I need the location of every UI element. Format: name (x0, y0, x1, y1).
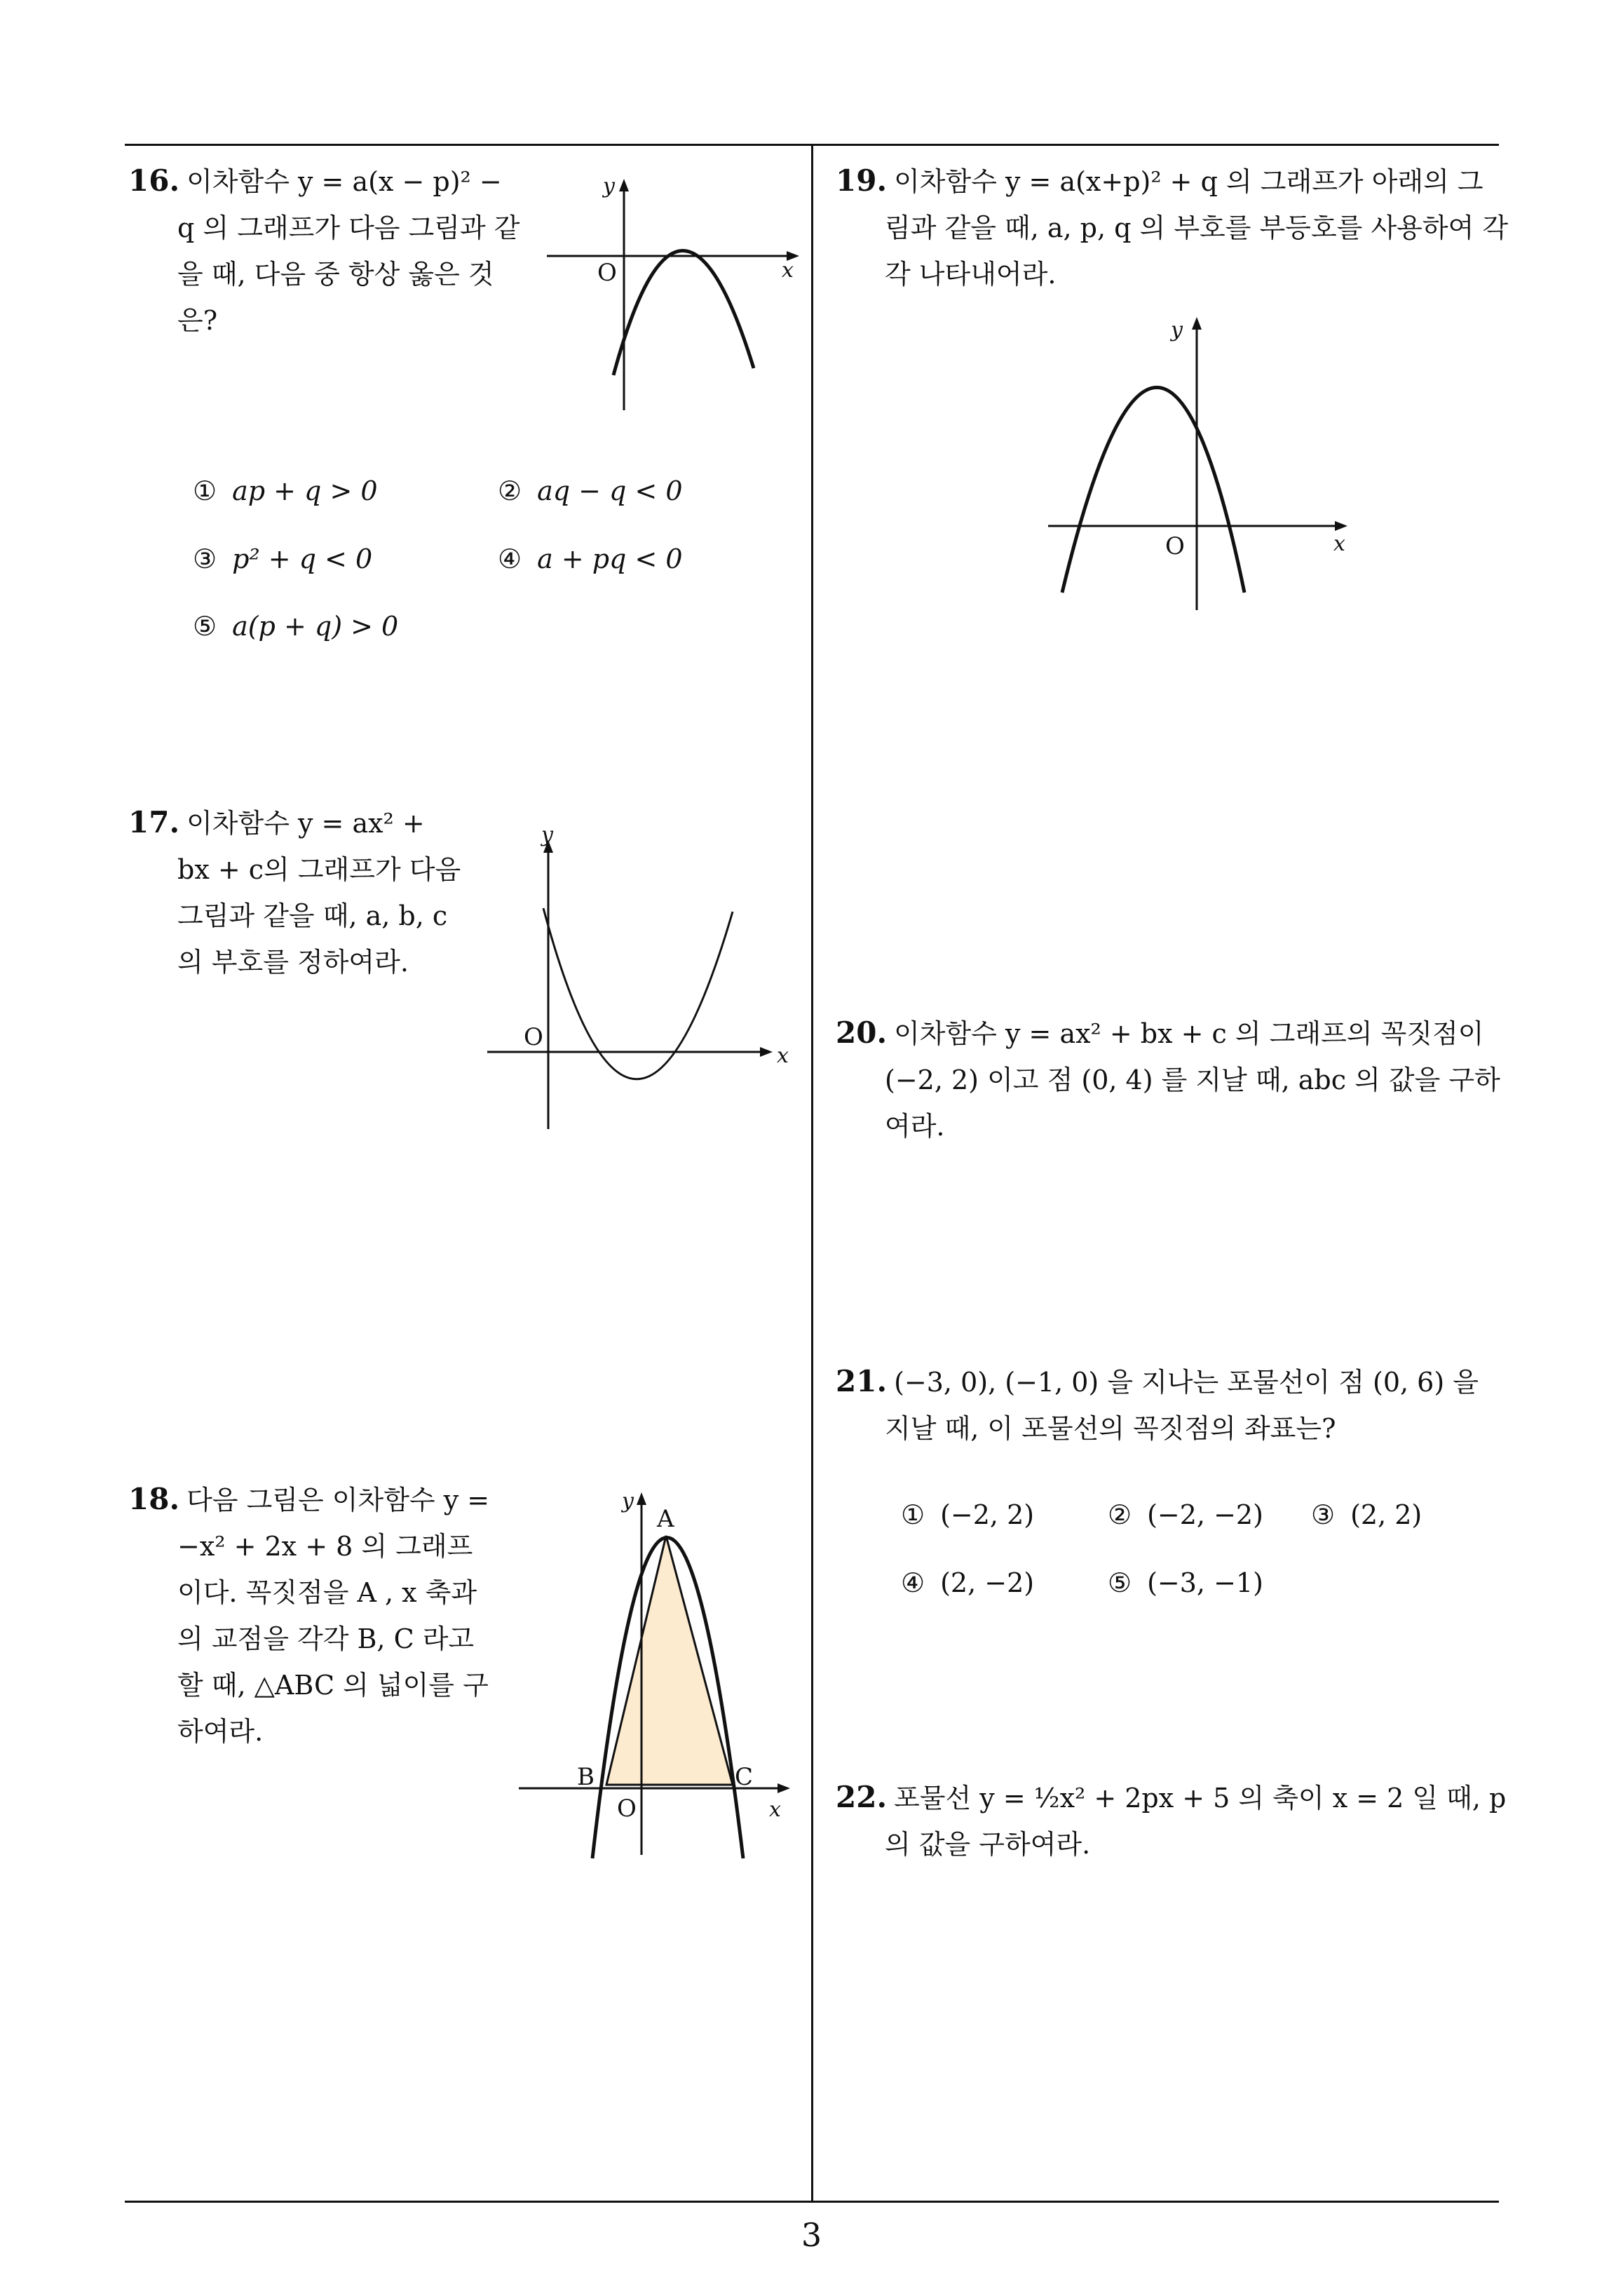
question-text: 포물선 y = ½x² + 2px + 5 의 축이 x = 2 일 때, p 의 값을 구하여라. (885, 1783, 1507, 1860)
y-axis-label: y (603, 174, 615, 198)
question-number: 20. (836, 1015, 888, 1050)
bottom-rule (125, 2201, 1499, 2203)
y-axis-arrow-icon (619, 179, 629, 191)
question-21 (836, 1358, 1509, 1452)
question-17 (128, 799, 465, 985)
question-number: 18. (128, 1482, 180, 1516)
y-axis-label: y (622, 1489, 634, 1513)
q16-choice-5[interactable]: ⑤ a(p + q) > 0 (193, 611, 399, 642)
question-text: 다음 그림은 이차함수 y = −x² + 2x + 8 의 그래프이다. 꼭짓점을 A , x 축과의 교점을 각각 B, C 라고 할 때, △ABC 의 넓이를 구하여라. (177, 1485, 490, 1747)
parabola-curve (613, 250, 754, 375)
q21-choice-3[interactable]: ③ (2, 2) (1311, 1499, 1422, 1530)
column-divider (811, 144, 813, 2202)
origin-label: O (524, 1023, 543, 1051)
question-22 (836, 1774, 1509, 1868)
question-19 (836, 158, 1509, 297)
question-text: 이차함수 y = a(x+p)² + q 의 그래프가 아래의 그림과 같을 때, a, p, q 의 부호를 부등호를 사용하여 각각 나타내어라. (885, 166, 1509, 290)
question-text: 이차함수 y = a(x − p)² − q 의 그래프가 다음 그림과 같을 때, 다음 중 항상 옳은 것은? (177, 166, 520, 336)
q21-choice-4[interactable]: ④ (2, −2) (901, 1567, 1035, 1598)
x-axis-label: x (782, 258, 794, 283)
question-18 (128, 1476, 493, 1755)
x-axis-label: x (777, 1044, 789, 1068)
question-number: 19. (836, 163, 888, 198)
y-axis-arrow-icon (1192, 317, 1202, 330)
origin-label: O (597, 259, 617, 287)
origin-label: O (617, 1795, 637, 1823)
question-text: (−3, 0), (−1, 0) 을 지나는 포물선이 점 (0, 6) 을 지날 때, 이 포물선의 꼭짓점의 좌표는? (885, 1367, 1479, 1444)
point-label-c: C (735, 1763, 754, 1791)
vertex-label-a: A (657, 1505, 674, 1533)
x-axis-arrow-icon (1335, 521, 1347, 531)
y-axis-label: y (1171, 318, 1183, 342)
q21-choice-1[interactable]: ① (−2, 2) (901, 1499, 1035, 1530)
question-16 (128, 158, 521, 344)
graph-q17 (484, 821, 806, 1136)
q21-choice-2[interactable]: ② (−2, −2) (1108, 1499, 1263, 1530)
q21-choice-5[interactable]: ⑤ (−3, −1) (1108, 1567, 1263, 1598)
point-label-b: B (577, 1763, 595, 1791)
graph-q16 (533, 172, 813, 417)
q16-choice-4[interactable]: ④ a + pq < 0 (498, 543, 683, 574)
question-number: 17. (128, 805, 180, 839)
question-number: 16. (128, 163, 180, 198)
graph-q18 (515, 1487, 810, 1872)
graph-q19 (1045, 309, 1374, 617)
q16-choice-1[interactable]: ① ap + q > 0 (193, 475, 378, 506)
page-number: 3 (801, 2216, 822, 2254)
q16-choice-2[interactable]: ② aq − q < 0 (498, 475, 683, 506)
x-axis-arrow-icon (760, 1047, 773, 1057)
question-number: 21. (836, 1364, 888, 1398)
x-axis-arrow-icon (777, 1783, 790, 1793)
x-axis-label: x (1333, 532, 1345, 556)
question-text: 이차함수 y = ax² + bx + c의 그래프가 다음 그림과 같을 때, a, b, c 의 부호를 정하여라. (177, 808, 461, 978)
parabola-curve (543, 908, 733, 1079)
q16-choice-3[interactable]: ③ p² + q < 0 (193, 543, 373, 574)
origin-label: O (1165, 532, 1185, 560)
question-text: 이차함수 y = ax² + bx + c 의 그래프의 꼭짓점이 (−2, 2) 이고 점 (0, 4) 를 지날 때, abc 의 값을 구하여라. (885, 1018, 1500, 1142)
y-axis-label: y (541, 823, 553, 847)
x-axis-label: x (769, 1797, 781, 1822)
question-20 (836, 1010, 1509, 1149)
parabola-curve (1062, 388, 1244, 593)
y-axis-arrow-icon (637, 1492, 646, 1505)
question-number: 22. (836, 1780, 888, 1814)
